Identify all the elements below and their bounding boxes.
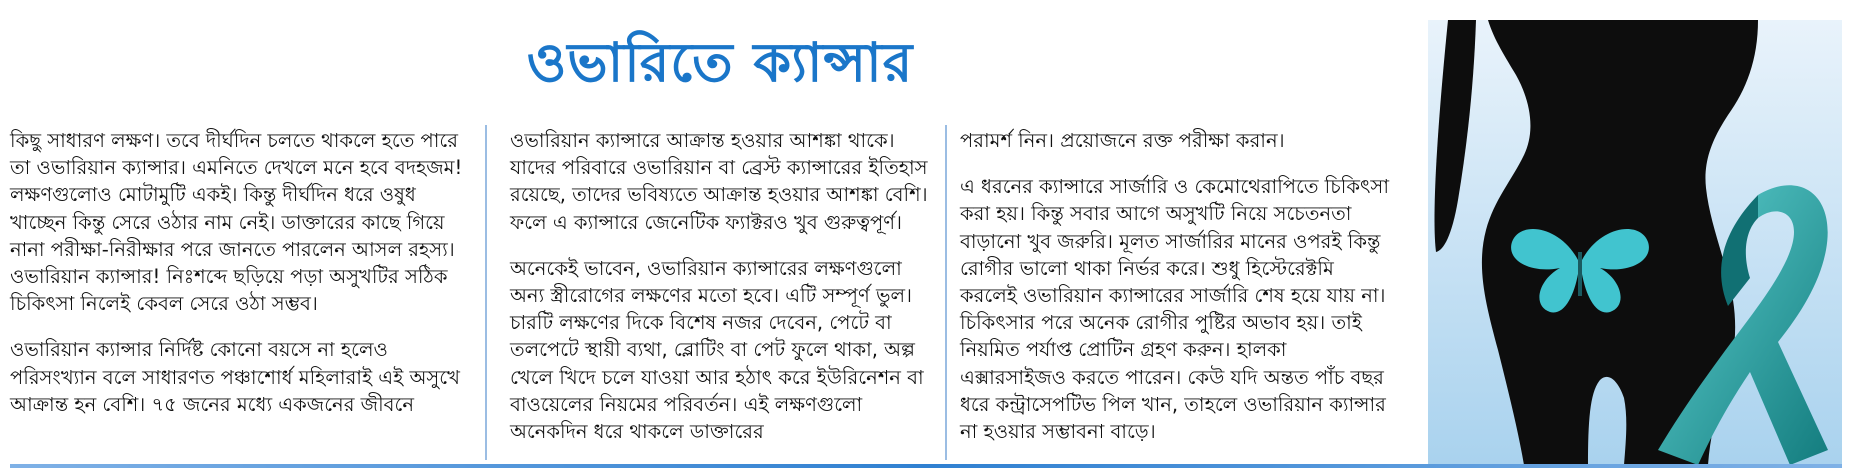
column-divider [945, 125, 947, 460]
paragraph: এ ধরনের ক্যান্সারে সার্জারি ও কেমোথেরাপিতে চিকিৎসা করা হয়। কিন্তু সবার আগে অসুখটি নিয়ে সচেতনতা বাড়ানো খুব জরুরি। মূলত সার্জারির মানের ওপরই কিন্তু রোগীর ভালো থাকা নির্ভর করে। শুধু হিস্টেরেক্টমি করলেই ওভারিয়ান ক্যান্সারের সার্জারি শেষ হয়ে যায় না। চিকিৎসার পরে অনেক রোগীর পুষ্টির অভাব হয়। তাই নিয়মিত পর্যাপ্ত প্রোটিন গ্রহণ করুন। হালকা এক্সারসাইজও করতে পারেন। কেউ যদি অন্তত পাঁচ বছর ধরে কন্ট্রাসেপটিভ পিল খান, তাহলে ওভারিয়ান ক্যান্সার না হওয়ার সম্ভাবনা বাড়ে। [960, 175, 1389, 444]
article-column-3 [960, 127, 1395, 464]
bottom-rule [10, 464, 1842, 468]
article-title: ওভারিতে ক্যান্সার [526, 31, 914, 94]
column-divider [485, 125, 487, 460]
paragraph: কিছু সাধারণ লক্ষণ। তবে দীর্ঘদিন চলতে থাকলে হতে পারে তা ওভারিয়ান ক্যান্সার। এমনিতে দেখলে মনে হবে বদহজম! লক্ষণগুলোও মোটামুটি একই। কিন্তু দীর্ঘদিন ধরে ওষুধ খাচ্ছেন কিন্তু সেরে ওঠার নাম নেই। ডাক্তারের কাছে গিয়ে নানা পরীক্ষা-নিরীক্ষার পরে জানতে পারলেন আসল রহস্য। ওভারিয়ান ক্যান্সার! নিঃশব্দে ছড়িয়ে পড়া অসুখটির সঠিক চিকিৎসা নিলেই কেবল সেরে ওঠা সম্ভব। [10, 129, 463, 316]
illustration-photo [1428, 20, 1842, 465]
article-column-1 [10, 127, 465, 437]
paragraph: অনেকেই ভাবেন, ওভারিয়ান ক্যান্সারের লক্ষণগুলো অন্য স্ত্রীরোগের লক্ষণের মতো হবে। এটি সম্পূর্ণ ভুল। চারটি লক্ষণের দিকে বিশেষ নজর দেবেন, পেটে বা তলপেটে স্থায়ী ব্যথা, ব্লোটিং বা পেট ফুলে থাকা, অল্প খেলে খিদে চলে যাওয়া আর হঠাৎ করে ইউরিনেশন বা বাওয়েলের নিয়মের পরিবর্তন। এই লক্ষণগুলো অনেকদিন ধরে থাকলে ডাক্তারের [510, 256, 924, 444]
illustration-svg [1428, 20, 1842, 465]
article-column-2 [510, 127, 930, 464]
paragraph: ওভারিয়ান ক্যান্সারে আক্রান্ত হওয়ার আশঙ্কা থাকে। যাদের পরিবারে ওভারিয়ান বা ব্রেস্ট ক্যান্সারের ইতিহাস রয়েছে, তাদের ভবিষ্যতে আক্রান্ত হওয়ার আশঙ্কা বেশি। ফলে এ ক্যান্সারে জেনেটিক ফ্যাক্টরও খুব গুরুত্বপূর্ণ। [510, 129, 928, 234]
paragraph: পরামর্শ নিন। প্রয়োজনে রক্ত পরীক্ষা করান। [960, 129, 1285, 152]
paragraph: ওভারিয়ান ক্যান্সার নির্দিষ্ট কোনো বয়সে না হলেও পরিসংখ্যান বলে সাধারণত পঞ্চাশোর্ধ মহিলারাই এই অসুখে আক্রান্ত হন বেশি। ৭৫ জনের মধ্যে একজনের জীবনে [10, 338, 460, 416]
